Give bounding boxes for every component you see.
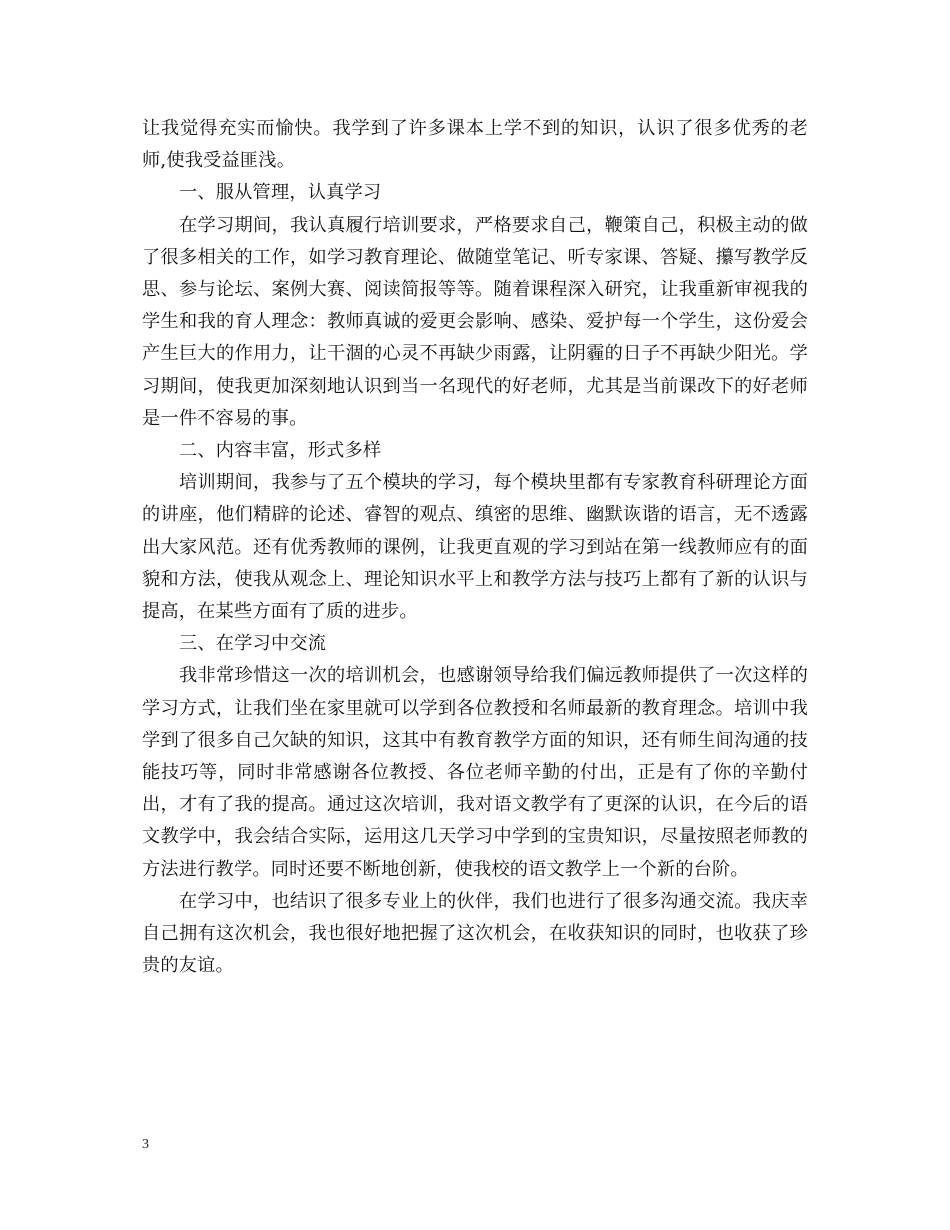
paragraph-partners: 在学习中，也结识了很多专业上的伙伴，我们也进行了很多沟通交流。我庆幸自己拥有这次机会，我也很好地把握了这次机会，在收获知识的同时，也收获了珍贵的友谊。 bbox=[142, 890, 808, 977]
section-heading-3: 三、在学习中交流 bbox=[179, 633, 327, 655]
document-body bbox=[142, 113, 808, 982]
page-number: 3 bbox=[142, 1137, 149, 1152]
paragraph-training-opportunity: 我非常珍惜这一次的培训机会，也感谢领导给我们偏远教师提供了一次这样的学习方式，让我们坐在家里就可以学到各位教授和名师最新的教育理念。培训中我学到了很多自己欠缺的知识，这其中有教育教学方面的知识，还有师生间沟通的技能技巧等，同时非常感谢各位教授、各位老师辛勤的付出，正是有了你的辛勤付出，才有了我的提高。通过这次培训，我对语文教学有了更深的认识，在今后的语文教学中，我会结合实际，运用这几天学习中学到的宝贵知识，尽量按照老师教的方法进行教学。同时还要不断地创新，使我校的语文教学上一个新的台阶。 bbox=[142, 665, 808, 880]
paragraph-training-modules: 培训期间，我参与了五个模块的学习，每个模块里都有专家教育科研理论方面的讲座，他们精辟的论述、睿智的观点、缜密的思维、幽默诙谐的语言，无不透露出大家风范。还有优秀教师的课例，让我更直观的学习到站在第一线教师应有的面貌和方法，使我从观念上、理论知识水平上和教学方法与技巧上都有了新的认识与提高，在某些方面有了质的进步。 bbox=[142, 472, 808, 623]
section-heading-2: 二、内容丰富，形式多样 bbox=[179, 440, 382, 462]
section-heading-1: 一、服从管理，认真学习 bbox=[179, 182, 382, 204]
paragraph-continuation: 让我觉得充实而愉快。我学到了许多课本上学不到的知识，认识了很多优秀的老师,使我受益匪浅。 bbox=[142, 118, 808, 172]
paragraph-study-period: 在学习期间，我认真履行培训要求，严格要求自己，鞭策自己，积极主动的做了很多相关的工作，如学习教育理论、做随堂笔记、听专家课、答疑、攥写教学反思、参与论坛、案例大赛、阅读简报等等。随着课程深入研究，让我重新审视我的学生和我的育人理念：教师真诚的爱更会影响、感染、爱护每一个学生，这份爱会产生巨大的作用力，让干涸的心灵不再缺少雨露，让阴霾的日子不再缺少阳光。学习期间，使我更加深刻地认识到当一名现代的好老师，尤其是当前课改下的好老师是一件不容易的事。 bbox=[142, 214, 808, 429]
